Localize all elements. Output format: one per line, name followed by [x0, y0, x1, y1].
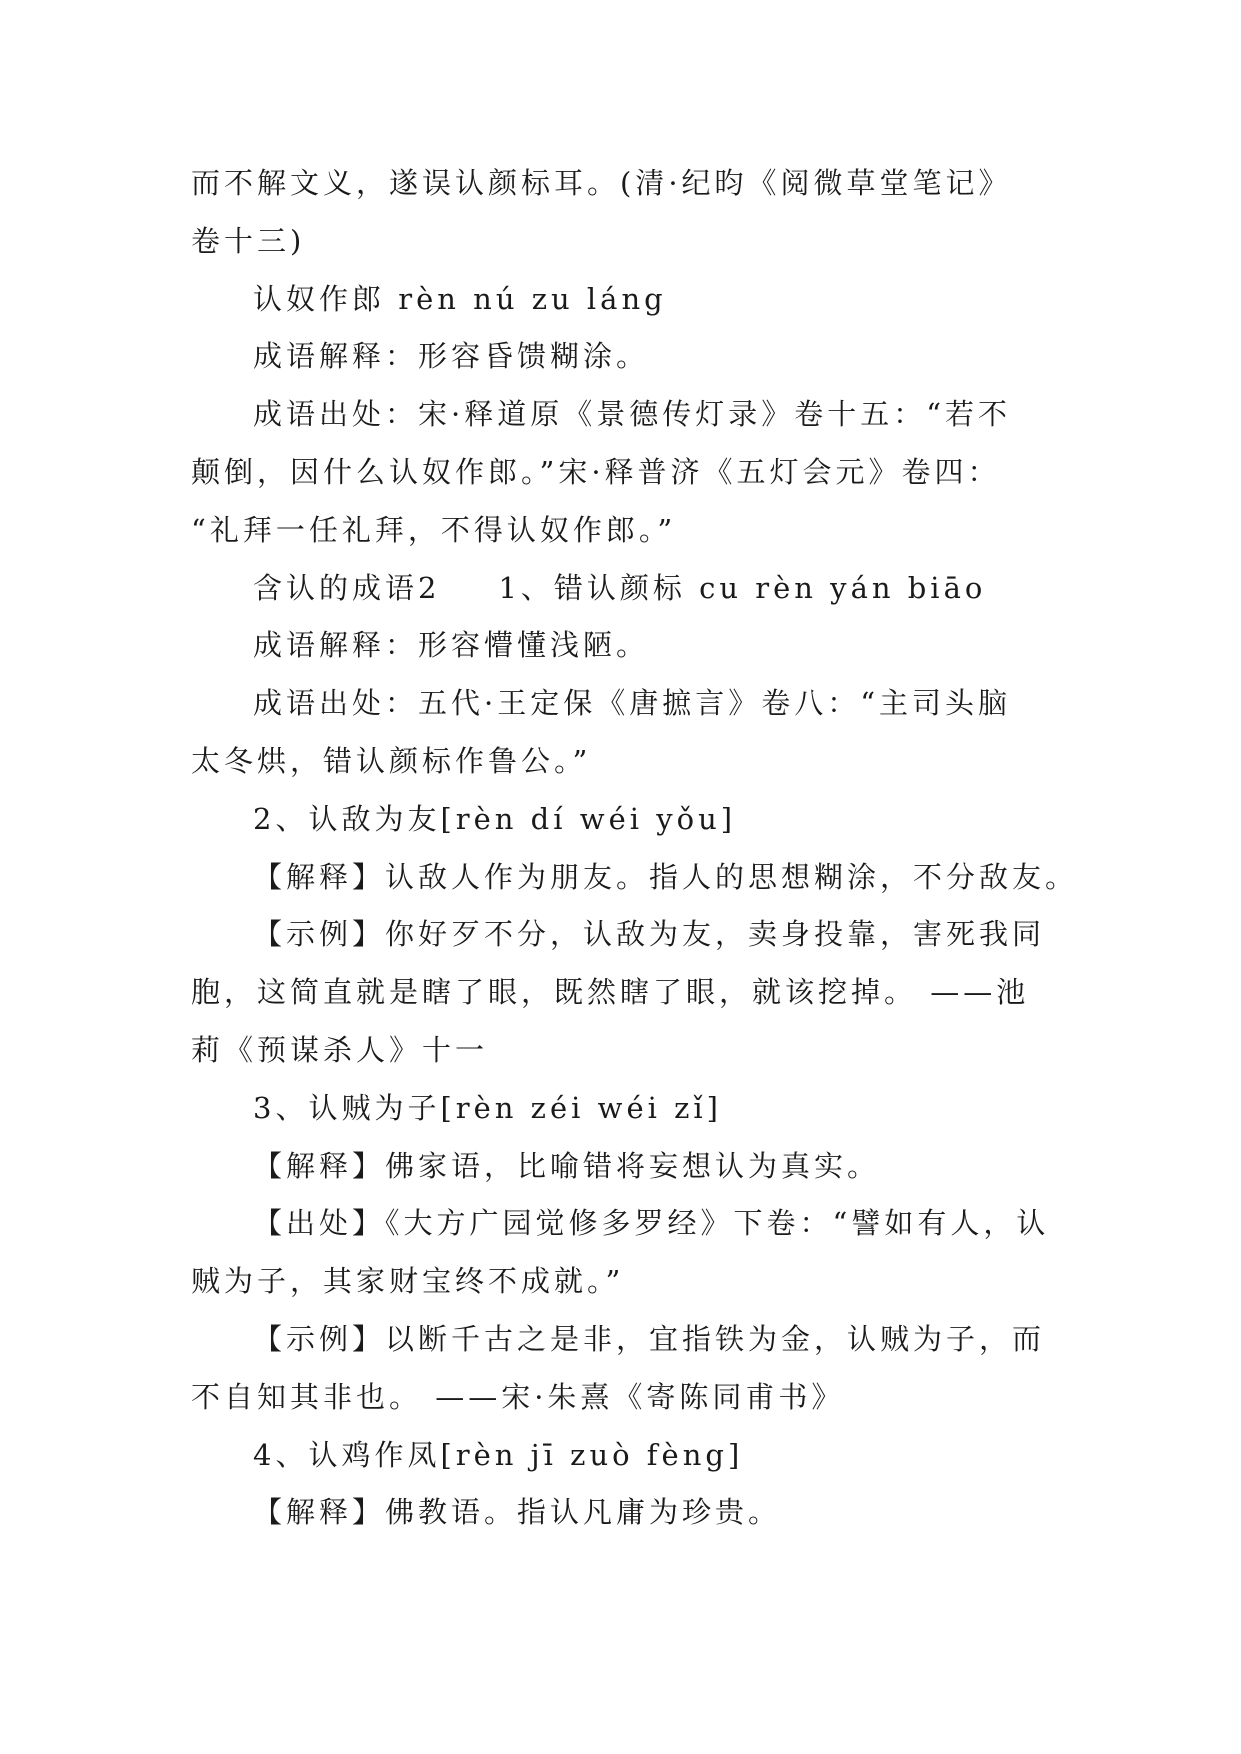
text-line: 而不解文义，遂误认颜标耳。(清·纪昀《阅微草堂笔记》 [191, 166, 1012, 200]
text-line: 胞，这简直就是瞎了眼，既然瞎了眼，就该挖掉。 ——池 [191, 975, 1030, 1010]
idiom-source: 成语出处：五代·王定保《唐摭言》卷八：“主司头脑 [253, 686, 1012, 721]
text-line: 贼为子，其家财宝终不成就。” [191, 1264, 625, 1299]
text-line: “礼拜一任礼拜，不得认奴作郎。” [191, 512, 677, 547]
idiom-example: 【示例】你好歹不分，认敌为友，卖身投靠，害死我同 [253, 917, 1046, 952]
idiom-heading: 2、认敌为友[rèn dí wéi yǒu] [253, 801, 737, 836]
section-title: 含认的成语2 [253, 570, 441, 605]
text-line: 莉《预谋杀人》十一 [191, 1032, 489, 1067]
document-body [191, 155, 1079, 1542]
idiom-example: 【示例】以断千古之是非，宜指铁为金，认贼为子，而 [253, 1321, 1046, 1356]
section-heading-line [191, 560, 1061, 618]
text-line: 不自知其非也。 ——宋·朱熹《寄陈同甫书》 [191, 1379, 845, 1414]
text-line: 颠倒，因什么认奴作郎。”宋·释普济《五灯会元》卷四： [191, 454, 1001, 489]
idiom-explanation: 【解释】佛家语，比喻错将妄想认为真实。 [253, 1148, 881, 1183]
idiom-source: 成语出处：宋·释道原《景德传灯录》卷十五：“若不 [253, 397, 1012, 432]
idiom-heading: 3、认贼为子[rèn zéi wéi zǐ] [253, 1090, 722, 1125]
idiom-explanation: 【解释】认敌人作为朋友。指人的思想糊涂，不分敌友。 [253, 859, 1079, 894]
idiom-heading: 认奴作郎 rèn nú zu láng [253, 281, 667, 316]
idiom-explanation: 成语解释：形容昏馈糊涂。 [253, 339, 650, 374]
idiom-explanation: 【解释】佛教语。指认凡庸为珍贵。 [253, 1495, 782, 1530]
idiom-heading: 1、错认颜标 cu rèn yán biāo [498, 570, 987, 605]
text-line: 卷十三) [191, 223, 306, 258]
idiom-explanation: 成语解释：形容懵懂浅陋。 [253, 628, 650, 663]
idiom-heading: 4、认鸡作凤[rèn jī zuò fèng] [253, 1437, 744, 1472]
text-line: 太冬烘，错认颜标作鲁公。” [191, 743, 592, 778]
idiom-source: 【出处】《大方广园觉修多罗经》下卷：“譬如有人，认 [253, 1206, 1050, 1241]
